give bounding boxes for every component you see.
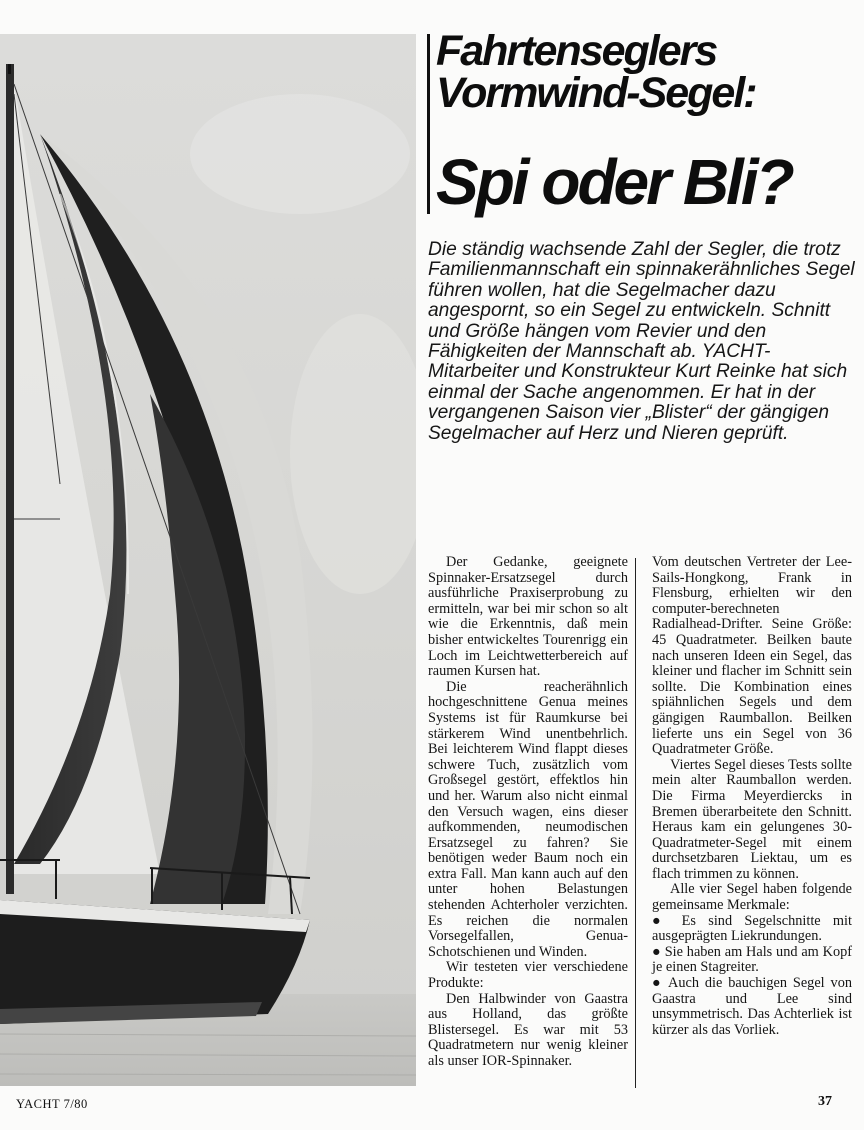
title-rule [427,34,430,214]
paragraph: Die reacherähnlich hochgeschnittene Genua meines Systems ist für Raumkurse bei stärkerem Wind unentbehrlich. Bei leichterem Wind flappt dieses schwere Tuch, zusätzlich vom Großsegel gestört, effektlos hin und her. Warum also nicht einmal den Versuch wagen, eins dieser aufkommenden, neumodischen Ersatzsegel zu fahren? Sie benötigen weder Baum noch ein extra Fall. Man kann auch auf den unter hohen Belastungen stehenden Achterholer verzichten. Es reichen die normalen Vorsegelfallen, Genua-Schotschienen und Winden. [428,678,628,960]
paragraph: Wir testeten vier verschiedene Produkte: [428,959,628,992]
column-divider [635,558,636,1088]
magazine-issue: YACHT 7/80 [16,1097,88,1111]
lead-paragraph: Die ständig wachsende Zahl der Segler, die trotz Familienmannschaft ein spinnakerähnliches Segel führen wollen, hat die Segelmacher dazu angespornt, so ein Segel zu entwickeln. Schnitt und Größe hängen vom Revier und den Fähigkeiten der Mannschaft ab. YACHT-Mitarbeiter und Konstrukteur Kurt Reinke hat sich einmal der Sache angenommen. Er hat in der vergangenen Saison vier „Blister“ der gängigen Segelmacher auf Herz und Nieren geprüft. [428,239,855,444]
sailboat-photo [0,34,416,1086]
bullet-item: ● Es sind Segelschnitte mit ausgeprägten Liekrundungen. [652,912,852,945]
paragraph: Viertes Segel dieses Tests sollte mein alter Raumballon werden. Die Firma Meyerdiercks in Bremen überarbeitete den Schnitt. Heraus kam ein gelungenes 30-Quadratmeter-Segel mit einem durchsetzbaren Liektau, um es flach trimmen zu können. [652,756,852,882]
kicker-line-2: Vormwind-Segel: [436,69,756,117]
paragraph: Den Halbwinder von Gaastra aus Holland, das größte Blistersegel. Es war mit 53 Quadratmetern nur wenig kleiner als unser IOR-Spinnaker. [428,990,628,1069]
kicker-heading [436,27,856,117]
article-title: Spi oder Bli? [436,146,792,218]
paragraph: Alle vier Segel haben folgende gemeinsame Merkmale: [652,881,852,914]
body-column-2 [652,555,852,1038]
body-column-1 [428,555,628,1070]
page-number: 37 [818,1094,832,1109]
paragraph: Vom deutschen Vertreter der Lee-Sails-Hongkong, Frank in Flensburg, erhielten wir den computer-berechneten Radialhead-Drifter. Seine Größe: 45 Quadratmeter. Beilken baute nach unseren Ideen ein Segel, das kleiner und flacher im Schnitt sein sollte. Die Kombination eines spiähnlichen Segels und dem gängigen Raumballon. Beilken lieferte uns ein Segel von 36 Quadratmeter Größe. [652,554,852,758]
kicker-line-1: Fahrtenseglers [436,27,717,75]
bullet-item: ● Auch die bauchigen Segel von Gaastra und Lee sind unsymmetrisch. Das Achterliek ist kürzer als das Vorliek. [652,975,852,1038]
bullet-item: ● Sie haben am Hals und am Kopf je einen Stagreiter. [652,943,852,976]
paragraph: Der Gedanke, geeignete Spinnaker-Ersatzsegel durch ausführliche Praxiserprobung zu ermitteln, war bei mir schon so alt wie die Erkenntnis, daß mein bisher entwickeltes Tourenrigg ein Loch im Leichtwetterbereich auf raumen Kursen hat. [428,554,628,680]
